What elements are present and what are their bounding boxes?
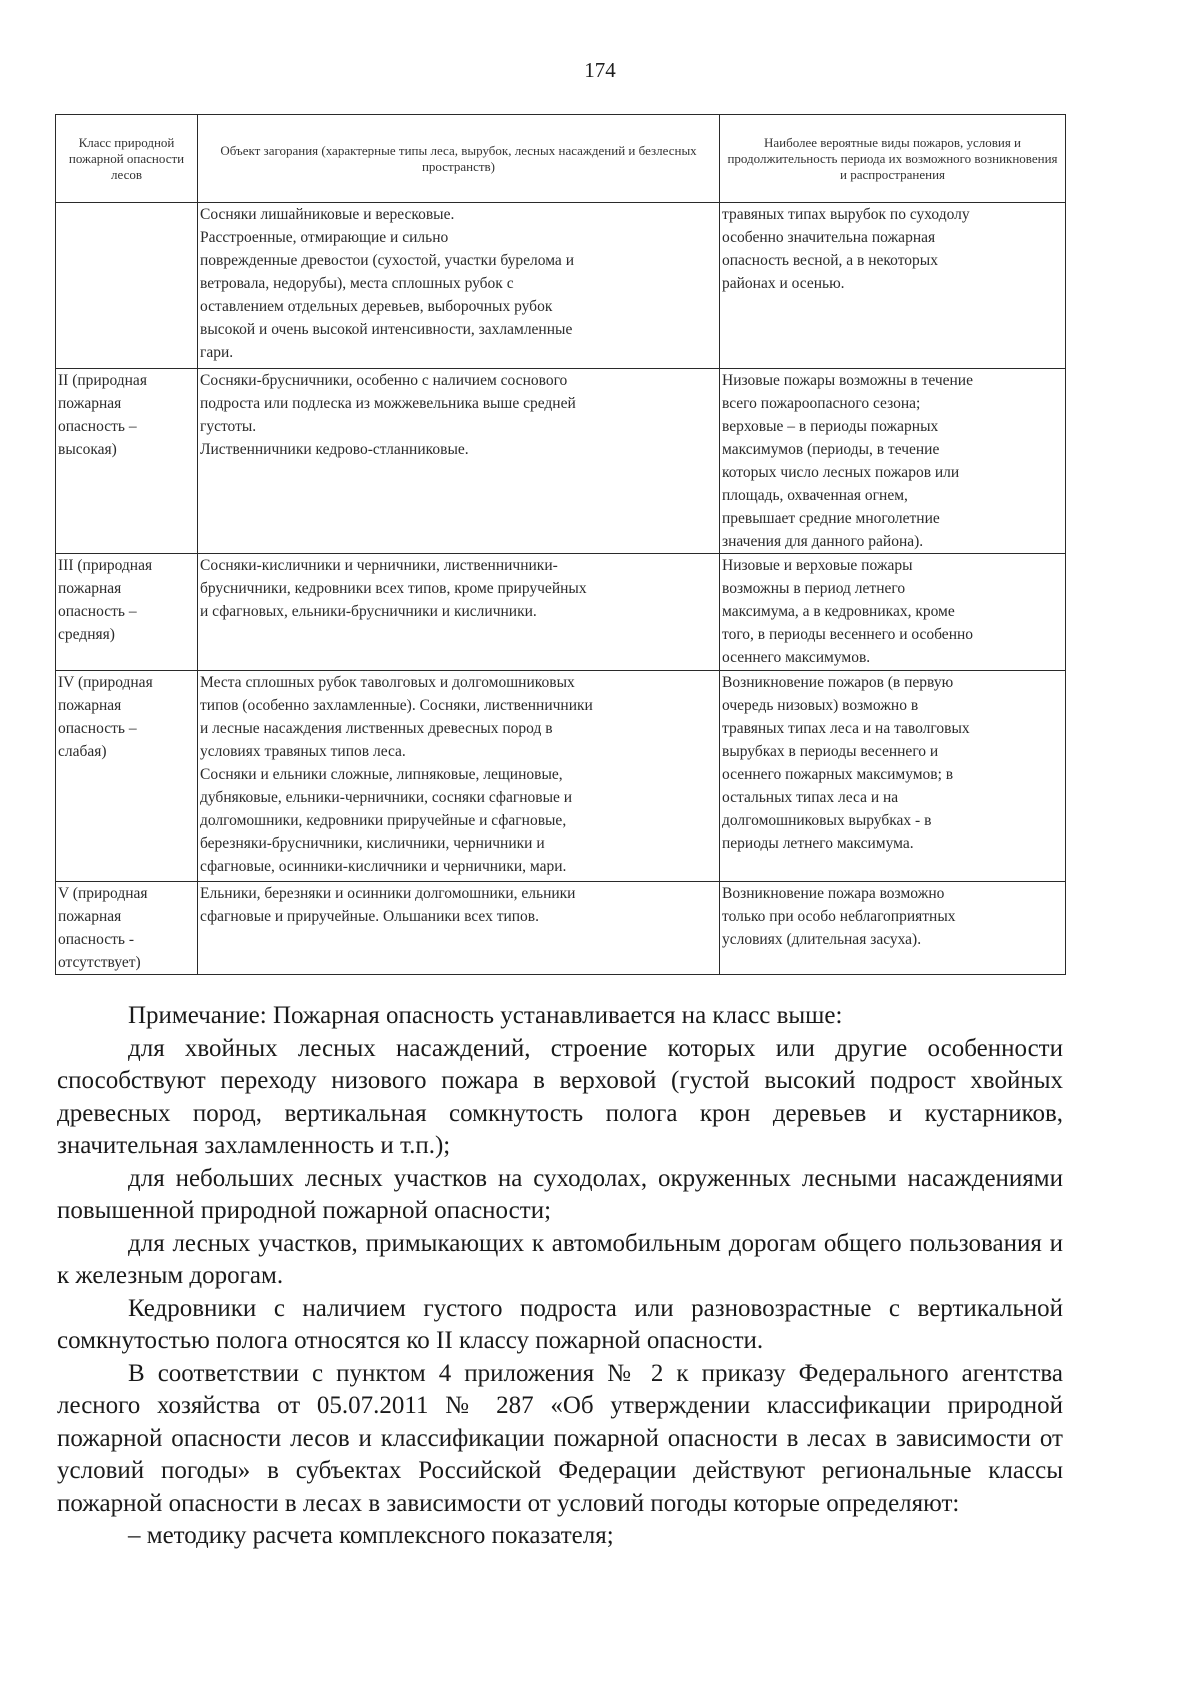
cell-text-line: густоты.	[200, 418, 257, 435]
cell-text-line: Возникновение пожара возможно	[722, 885, 945, 902]
cell-text-line: травяных типах леса и на таволговых	[722, 720, 970, 737]
cell-text-line: пожарная	[58, 908, 122, 925]
cell-text-line: опасность –	[58, 418, 137, 435]
cell-text-line: вырубках в периоды весеннего и	[722, 743, 939, 760]
header-ignition-object: Объект загорания (характерные типы леса, вырубок, лесных насаждений и безлесных пространств)	[198, 115, 720, 203]
table-header-row	[56, 115, 1066, 203]
cell-text-line: осеннего пожарных максимумов; в	[722, 766, 954, 783]
cell-text-line: опасность –	[58, 720, 137, 737]
cell-text-line: остальных типах леса и на	[722, 789, 899, 806]
fire-class-table	[55, 114, 1066, 975]
cell-text-line: высокой и очень высокой интенсивности, захламленные	[200, 321, 573, 338]
cell-ignition-object	[198, 882, 720, 975]
cell-text-line: Ельники, березняки и осинники долгомошники, ельники	[200, 885, 576, 902]
cell-text-line: гари.	[200, 344, 234, 361]
cell-fire-class	[56, 671, 198, 882]
cell-text-line: пожарная	[58, 395, 122, 412]
cell-fire-class	[56, 203, 198, 369]
cell-text-line: пожарная	[58, 580, 122, 597]
cell-text-line: III (природная	[58, 557, 153, 574]
cell-fire-class	[56, 554, 198, 671]
cell-text-line: Сосняки-брусничники, особенно с наличием соснового	[200, 372, 568, 389]
cell-text-line: Лиственничники кедрово-стланниковые.	[200, 441, 469, 458]
cell-text-line: V (природная	[58, 885, 148, 902]
table-row	[56, 369, 1066, 554]
cell-text-line: подроста или подлеска из можжевельника выше средней	[200, 395, 576, 412]
cell-text-line: Низовые пожары возможны в течение	[722, 372, 973, 389]
note-item-small-plots: для небольших лесных участков на суходолах, окруженных лесными насаждениями повышенной природной пожарной опасности;	[57, 1164, 1063, 1224]
cell-text-line: районах и осенью.	[722, 275, 845, 292]
paragraph-method: – методику расчета комплексного показателя;	[128, 1522, 614, 1549]
cell-fire-class	[56, 369, 198, 554]
cell-text-line: типов (особенно захламленные). Сосняки, лиственничники	[200, 697, 593, 714]
cell-text-line: опасность -	[58, 931, 134, 948]
cell-text-line: и сфагновых, ельники-брусничники и кисличники.	[200, 603, 537, 620]
cell-text-line: особенно значительна пожарная	[722, 229, 936, 246]
cell-text-line: Места сплошных рубок таволговых и долгомошниковых	[200, 674, 575, 691]
cell-fire-types	[720, 554, 1066, 671]
cell-text-line: превышает средние многолетние	[722, 510, 940, 527]
cell-text-line: Сосняки и ельники сложные, липняковые, лещиновые,	[200, 766, 563, 783]
cell-text-line: IV (природная	[58, 674, 153, 691]
table-row	[56, 882, 1066, 975]
cell-text-line: средняя)	[58, 626, 115, 643]
paragraph-cedar: Кедровники с наличием густого подроста или разновозрастные с вертикальной сомкнутостью полога относятся ко II классу пожарной опасности.	[57, 1294, 1063, 1354]
cell-text-line: пожарная	[58, 697, 122, 714]
table-row	[56, 671, 1066, 882]
cell-ignition-object	[198, 369, 720, 554]
cell-text-line: поврежденные древостои (сухостой, участки бурелома и	[200, 252, 574, 269]
cell-text-line: Низовые и верховые пожары	[722, 557, 913, 574]
cell-text-line: высокая)	[58, 441, 117, 458]
cell-text-line: Возникновение пожаров (в первую	[722, 674, 954, 691]
cell-text-line: Расстроенные, отмирающие и сильно	[200, 229, 449, 246]
cell-text-line: верховые – в периоды пожарных	[722, 418, 939, 435]
cell-text-line: возможны в период летнего	[722, 580, 906, 597]
paragraph-regulation: В соответствии с пунктом 4 приложения № 2 к приказу Федерального агентства лесного хозяйства от 05.07.2011 № 287 «Об утверждении классификации природной пожарной опасности лесов и классификации пожарной опасности в лесах в зависимости от условий погоды» в субъектах Российской Федерации действуют региональные классы пожарной опасности в лесах в зависимости от условий погоды которые определяют:	[57, 1359, 1063, 1517]
cell-fire-class	[56, 882, 198, 975]
cell-text-line: максимумов (периоды, в течение	[722, 441, 940, 458]
table-row	[56, 203, 1066, 369]
cell-text-line: ветровала, недорубы), места сплошных рубок с	[200, 275, 514, 292]
cell-text-line: только при особо неблагоприятных	[722, 908, 956, 925]
cell-text-line: значения для данного района).	[722, 533, 924, 550]
cell-text-line: II (природная	[58, 372, 147, 389]
note-heading: Примечание: Пожарная опасность устанавливается на класс выше:	[128, 1002, 843, 1029]
cell-text-line: березняки-брусничники, кисличники, черничники и	[200, 835, 545, 852]
cell-text-line: травяных типах вырубок по суходолу	[722, 206, 970, 223]
cell-ignition-object	[198, 671, 720, 882]
cell-text-line: долгомошниковых вырубках - в	[722, 812, 932, 829]
cell-text-line: осеннего максимумов.	[722, 649, 871, 666]
cell-text-line: слабая)	[58, 743, 107, 760]
note-item-conifer: для хвойных лесных насаждений, строение которых или другие особенности способствуют переходу низового пожара в верховой (густой высокий подрост хвойных древесных пород, вертикальная сомкнутость полога крон деревьев и кустарников, значительная захламленность и т.п.);	[57, 1034, 1063, 1159]
cell-text-line: сфагновые, осинники-кисличники и черничники, мари.	[200, 858, 567, 875]
table-row	[56, 554, 1066, 671]
cell-fire-types	[720, 671, 1066, 882]
cell-ignition-object	[198, 203, 720, 369]
cell-text-line: условиях травяных типов леса.	[200, 743, 406, 760]
cell-text-line: долгомошники, кедровники приручейные и сфагновые,	[200, 812, 567, 829]
page-number: 174	[584, 58, 616, 82]
cell-ignition-object	[198, 554, 720, 671]
cell-text-line: опасность –	[58, 603, 137, 620]
cell-text-line: оставлением отдельных деревьев, выборочных рубок	[200, 298, 553, 315]
cell-fire-types	[720, 882, 1066, 975]
cell-text-line: условиях (длительная засуха).	[722, 931, 922, 948]
cell-text-line: сфагновые и приручейные. Ольшаники всех типов.	[200, 908, 540, 925]
cell-text-line: и лесные насаждения лиственных древесных пород в	[200, 720, 553, 737]
cell-text-line: всего пожароопасного сезона;	[722, 395, 921, 412]
cell-text-line: отсутствует)	[58, 954, 141, 971]
cell-text-line: максимума, а в кедровниках, кроме	[722, 603, 955, 620]
cell-text-line: того, в периоды весеннего и особенно	[722, 626, 974, 643]
cell-fire-types	[720, 369, 1066, 554]
body-text	[57, 1000, 1063, 1553]
cell-text-line: дубняковые, ельники-черничники, сосняки сфагновые и	[200, 789, 573, 806]
cell-text-line: площадь, охваченная огнем,	[722, 487, 908, 504]
header-fire-class: Класс природной пожарной опасности лесов	[56, 115, 198, 203]
header-fire-types: Наиболее вероятные виды пожаров, условия и продолжительность периода их возможного возникновения и распространения	[720, 115, 1066, 203]
note-item-roads: для лесных участков, примыкающих к автомобильным дорогам общего пользования и к железным дорогам.	[57, 1229, 1063, 1289]
cell-text-line: брусничники, кедровники всех типов, кроме приручейных	[200, 580, 587, 597]
cell-text-line: которых число лесных пожаров или	[722, 464, 960, 481]
cell-text-line: Сосняки-кисличники и черничники, лиственничники-	[200, 557, 558, 574]
cell-text-line: опасность весной, а в некоторых	[722, 252, 938, 269]
cell-fire-types	[720, 203, 1066, 369]
cell-text-line: очередь низовых) возможно в	[722, 697, 919, 714]
cell-text-line: Сосняки лишайниковые и вересковые.	[200, 206, 455, 223]
cell-text-line: периоды летнего максимума.	[722, 835, 914, 852]
